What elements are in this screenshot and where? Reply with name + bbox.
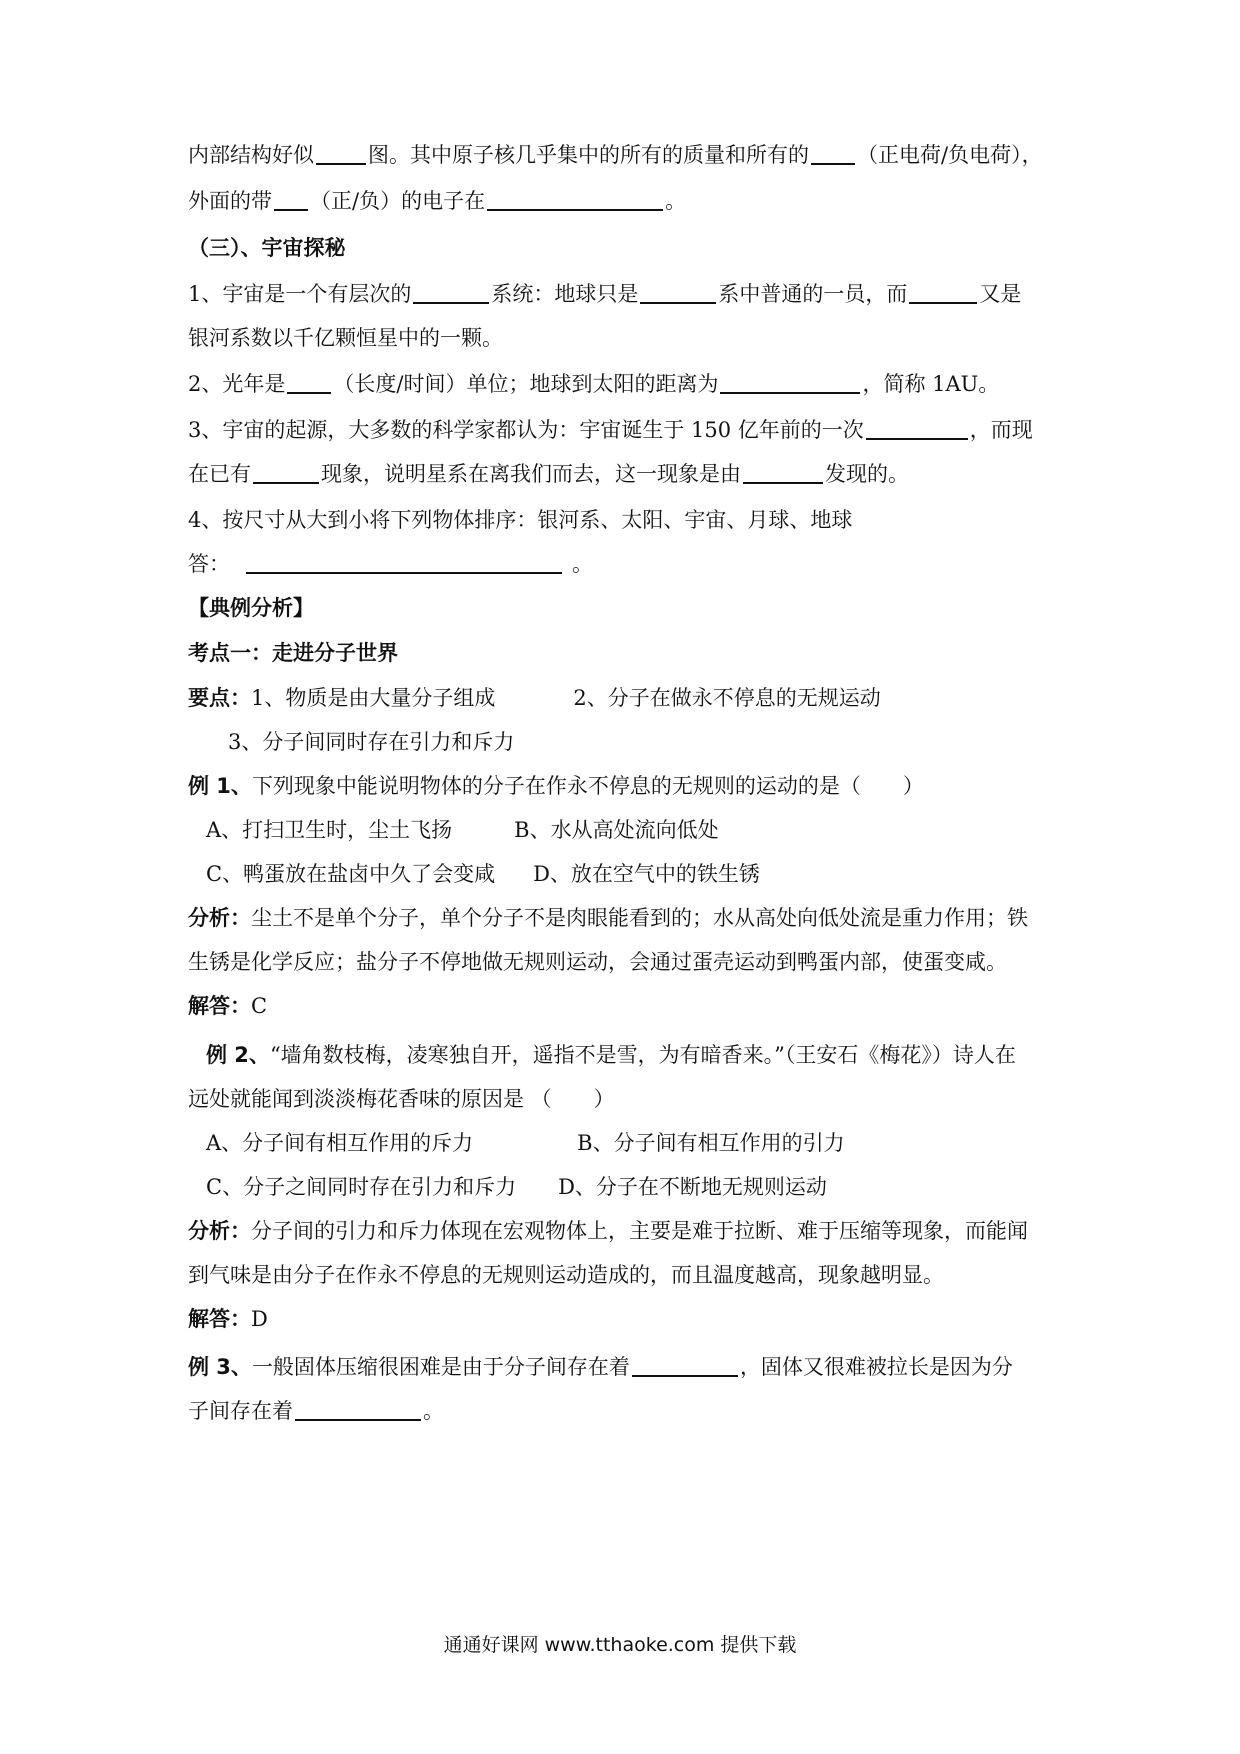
page-footer: 通通好课网 www.tthaoke.com 提供下载 bbox=[443, 1634, 797, 1656]
example-2-analysis-line-2: 到气味是由分子在作永不停息的无规则运动造成的，而且温度越高，现象越明显。 bbox=[188, 1263, 944, 1287]
example-1-question: 例 1、下列现象中能说明物体的分子在作永不停息的无规则的运动的是（ ） bbox=[188, 774, 924, 798]
blank[interactable] bbox=[295, 1397, 421, 1421]
blank[interactable] bbox=[743, 460, 823, 484]
example-1-options-cd bbox=[206, 859, 760, 889]
option-d[interactable]: D、放在空气中的铁生锈 bbox=[533, 862, 760, 886]
example-2-options-cd bbox=[206, 1172, 827, 1202]
example-1-analysis-line-1: 分析：尘土不是单个分子，单个分子不是肉眼能看到的；水从高处向低处流是重力作用；铁 bbox=[188, 906, 1028, 930]
blank[interactable] bbox=[720, 370, 860, 394]
key-points-line-2: 3、分子间同时存在引力和斥力 bbox=[228, 730, 515, 754]
typical-analysis-heading: 【典例分析】 bbox=[188, 596, 314, 620]
blank[interactable] bbox=[287, 370, 331, 394]
question-3-line-1: 3、宇宙的起源，大多数的科学家都认为：宇宙诞生于 150 亿年前的一次 ，而现 bbox=[188, 418, 1033, 442]
example-3-line-2: 子间存在着 。 bbox=[188, 1399, 444, 1423]
atom-structure-line-1: 内部结构好似 图。其中原子核几乎集中的所有的质量和所有的 （正电荷/负电荷）， bbox=[188, 143, 1043, 167]
blank[interactable] bbox=[866, 416, 968, 440]
example-1-options-ab bbox=[206, 815, 719, 845]
blank[interactable] bbox=[316, 141, 366, 165]
question-2: 2、光年是 （长度/时间）单位；地球到太阳的距离为 ，简称 1AU。 bbox=[188, 372, 1000, 396]
blank[interactable] bbox=[909, 280, 977, 304]
example-2-question-line-1: 例 2、“墙角数枝梅，凌寒独自开，遥指不是雪，为有暗香来。”（王安石《梅花》）诗人在 bbox=[206, 1043, 1016, 1067]
blank[interactable] bbox=[274, 187, 308, 211]
question-4: 4、按尺寸从大到小将下列物体排序：银河系、太阳、宇宙、月球、地球 bbox=[188, 508, 853, 532]
question-1-line-1: 1、宇宙是一个有层次的 系统：地球只是 系中普通的一员，而 又是 bbox=[188, 282, 1022, 306]
atom-structure-line-2: 外面的带 （正/负）的电子在 。 bbox=[188, 189, 687, 213]
option-a[interactable]: A、打扫卫生时，尘土飞扬 bbox=[206, 818, 453, 842]
blank[interactable] bbox=[413, 280, 489, 304]
example-2-options-ab bbox=[206, 1128, 845, 1158]
option-b[interactable]: B、水从高处流向低处 bbox=[514, 818, 719, 842]
blank[interactable] bbox=[640, 280, 716, 304]
blank[interactable] bbox=[811, 141, 855, 165]
example-2-answer: 解答：D bbox=[188, 1307, 268, 1331]
example-2-question-line-2: 远处就能闻到淡淡梅花香味的原因是 （ ） bbox=[188, 1087, 615, 1111]
option-c[interactable]: C、鸭蛋放在盐卤中久了会变咸 bbox=[206, 862, 496, 886]
example-1-analysis-line-2: 生锈是化学反应；盐分子不停地做无规则运动，会通过蛋壳运动到鸭蛋内部，使蛋变咸。 bbox=[188, 950, 1007, 974]
question-3-line-2: 在已有 现象，说明星系在离我们而去，这一现象是由 发现的。 bbox=[188, 462, 909, 486]
option-a[interactable]: A、分子间有相互作用的斥力 bbox=[206, 1131, 474, 1155]
question-1-line-2: 银河系数以千亿颗恒星中的一颗。 bbox=[188, 326, 503, 350]
key-point-1-heading: 考点一：走进分子世界 bbox=[188, 641, 398, 665]
blank[interactable] bbox=[487, 187, 663, 211]
example-2-analysis-line-1: 分析：分子间的引力和斥力体现在宏观物体上，主要是难于拉断、难于压缩等现象，而能闻 bbox=[188, 1219, 1028, 1243]
example-1-answer: 解答：C bbox=[188, 994, 268, 1018]
option-c[interactable]: C、分子之间同时存在引力和斥力 bbox=[206, 1175, 517, 1199]
question-4-answer: 答： 。 bbox=[188, 552, 593, 576]
example-3-line-1: 例 3、一般固体压缩很困难是由于分子间存在着 ，固体又很难被拉长是因为分 bbox=[188, 1355, 1013, 1379]
section-title-universe: （三）、宇宙探秘 bbox=[188, 236, 346, 260]
blank[interactable] bbox=[253, 460, 319, 484]
option-d[interactable]: D、分子在不断地无规则运动 bbox=[558, 1175, 827, 1199]
answer-blank[interactable] bbox=[246, 550, 562, 574]
option-b[interactable]: B、分子间有相互作用的引力 bbox=[577, 1131, 845, 1155]
blank[interactable] bbox=[632, 1353, 738, 1377]
key-points-line-1: 要点：1、物质是由大量分子组成 2、分子在做永不停息的无规运动 bbox=[188, 686, 881, 710]
